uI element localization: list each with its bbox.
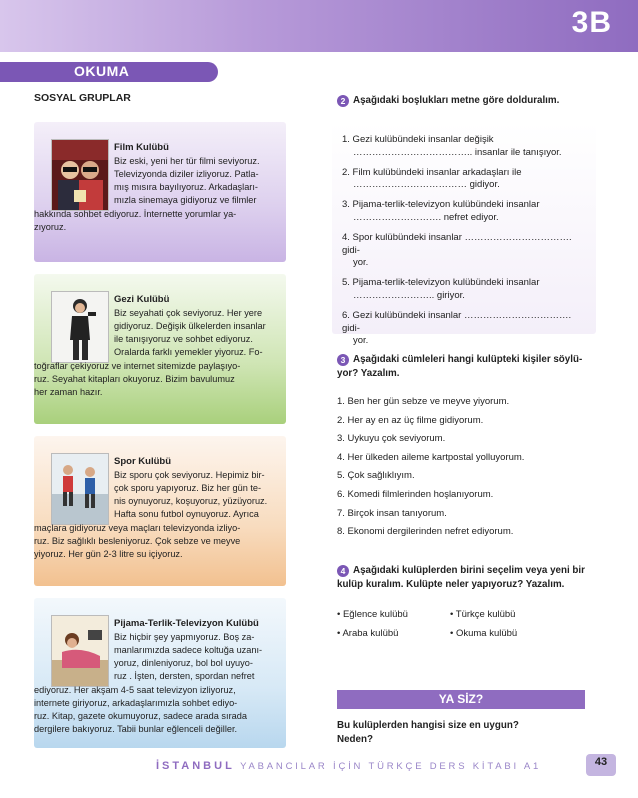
topic-title: SOSYAL GRUPLAR [34,92,131,104]
ya-siz-question: Neden? [337,734,373,745]
club-option: • Türkçe kulübü [450,609,516,620]
text-line: yiyoruz. Her gün 2-3 litre su içiyoruz. [34,549,183,559]
club-option: • Eğlence kulübü [337,609,408,620]
text-line: ruz. Biz sağlıklı besleniyoruz. Çok sebze ve meyve [34,536,241,546]
footer-brand: İSTANBUL [156,760,235,772]
text-line: Biz hiçbir şey yapmıyoruz. Boş za- [114,632,255,642]
exercise-heading: kulüp kuralım. Kulüpte neler yapıyoruz? Yazalım. [337,579,565,590]
text-line: nis oynuyoruz, koşuyoruz, yüzüyoruz. [114,496,268,506]
pijama-club-title: Pijama-Terlik-Televizyon Kulübü [114,618,259,629]
exercise-heading: yor? Yazalım. [337,368,400,379]
text-line: Biz seyahati çok seviyoruz. Her yere [114,308,263,318]
footer [156,760,541,772]
gezi-club-title: Gezi Kulübü [114,294,170,305]
text-line: ……………………………….. insanlar ile tanışıyor. [353,146,562,158]
list-item [342,199,590,225]
text-line: mış mısıra bayılıyoruz. Arkadaşları- [114,182,258,192]
text-line: yor. [353,335,369,347]
footer-subtitle: YABANCILAR İÇİN TÜRKÇE DERS KİTABI A1 [240,761,542,772]
text-line: gidiyoruz. Değişik ülkelerden insanlar [114,321,266,331]
exercise-heading: Aşağıdaki kulüplerden birini seçelim veya yeni bir [353,565,585,576]
list-item: 2. Her ay en az üç filme gidiyorum. [337,414,484,426]
club-option: • Okuma kulübü [450,628,518,639]
sentence-list [337,396,587,545]
text-line: dergilere bakıyoruz. Tabii bunlar eğlenceli değiller. [34,724,238,734]
list-item: 7. Birçok insan tanıyorum. [337,507,447,519]
text-line: internete giriyoruz, arkadaşlarımızla sohbet ediyo- [34,698,238,708]
text-line: 4. Spor kulübündeki insanlar ……………………………. gidi- [342,231,572,256]
text-line: ………………………. nefret ediyor. [353,211,499,223]
text-line: toğraflar çekiyoruz ve internet sitemizde paylaşıyo- [34,361,241,371]
text-line: ile tanışıyoruz ve sohbet ediyoruz. [114,334,253,344]
text-line: ruz. Seyahat kitapları okuyoruz. Bizim bavulumuz [34,374,235,384]
film-club-text-indented [114,155,279,207]
list-item: 5. Çok sağlıklıyım. [337,470,415,482]
exercise-heading: Aşağıdaki cümleleri hangi kulüpteki kişiler söylü- [353,354,583,365]
pijama-club-text-indented [114,631,279,683]
pijama-club-text [34,684,279,736]
list-item: 4. Her ülkeden aileme kartpostal yolluyorum. [337,451,525,463]
top-banner [0,0,638,52]
text-line: ……………………………… gidiyor. [353,179,500,191]
list-item: 1. Ben her gün sebze ve meyve yiyorum. [337,396,510,407]
film-club-photo [51,139,109,211]
fill-blanks-list [342,134,590,348]
page-number: 43 [594,756,608,768]
text-line: maçlara gidiyoruz veya maçları televizyonda izliyo- [34,523,241,533]
text-line: ruz. Kitap, gazete okumuyoruz, sadece arada sırada [34,711,247,721]
gezi-club-text-indented [114,307,279,359]
text-line: Oralarda farklı yemekler yiyoruz. Fo- [114,347,263,357]
text-line: 6. Gezi kulübündeki insanlar ……………………………. gidi- [342,309,572,334]
gezi-club-text [34,360,279,399]
ya-siz-title: YA SİZ? [438,692,484,706]
gezi-club-photo [51,291,109,363]
text-line: her zaman hazır. [34,387,103,397]
text-line: 5. Pijama-terlik-televizyon kulübündeki insanlar [342,277,540,289]
text-line: 1. Gezi kulübündeki insanlar değişik [342,134,494,145]
spor-club-text [34,522,279,561]
section-title: OKUMA [74,63,130,79]
text-line: Biz sporu çok seviyoruz. Hepimiz bir- [114,470,265,480]
exercise-number-badge: 3 [337,354,349,366]
ya-siz-question: Bu kulüplerden hangisi size en uygun? [337,720,519,731]
text-line: …………………….. giriyor. [353,289,465,301]
spor-club-title: Spor Kulübü [114,456,171,467]
unit-code: 3B [571,6,612,39]
list-item [342,232,590,270]
text-line: 3. Pijama-terlik-televizyon kulübündeki insanlar [342,199,540,211]
text-line: manlarımızda sadece koltuğa uzanı- [114,645,263,655]
exercise-number-badge: 2 [337,95,349,107]
text-line: Televizyonda diziler izliyoruz. Patla- [114,169,259,179]
pijama-club-photo [51,615,109,687]
spor-club-photo [51,453,109,525]
text-line: yor. [353,257,369,269]
list-item [342,167,590,193]
text-line: yoruz, dinleniyoruz, bol bol uyuyo- [114,658,253,668]
list-item: 8. Ekonomi dergilerinden nefret ediyorum. [337,526,514,538]
text-line: mızla sinemaya gidiyoruz ve filmler [114,195,257,205]
list-item: 3. Uykuyu çok seviyorum. [337,433,446,445]
text-line: ruz . İşten, dersten, spordan nefret [114,671,255,681]
club-option: • Araba kulübü [337,628,399,639]
list-item: 6. Komedi filmlerinden hoşlanıyorum. [337,488,494,500]
text-line: ediyoruz. Her akşam 4-5 saat televizyon izliyoruz, [34,685,236,695]
list-item [342,310,590,348]
exercise-number-badge: 4 [337,565,349,577]
text-line: hakkında sohbet ediyoruz. İnternette yorumlar ya- [34,209,237,219]
text-line: çok sporu yapıyoruz. Biz her gün te- [114,483,262,493]
list-item [342,277,590,303]
text-line: Biz eski, yeni her tür filmi seviyoruz. [114,156,260,166]
text-line: Hafta sonu futbol oynuyoruz. Ayrıca [114,509,259,519]
list-item [342,134,590,160]
text-line: 2. Film kulübündeki insanlar arkadaşları ile [342,166,522,178]
film-club-text [34,208,279,234]
spor-club-text-indented [114,469,279,521]
text-line: zıyoruz. [34,222,67,232]
film-club-title: Film Kulübü [114,142,169,153]
exercise-heading: Aşağıdaki boşlukları metne göre dolduralım. [353,95,560,106]
